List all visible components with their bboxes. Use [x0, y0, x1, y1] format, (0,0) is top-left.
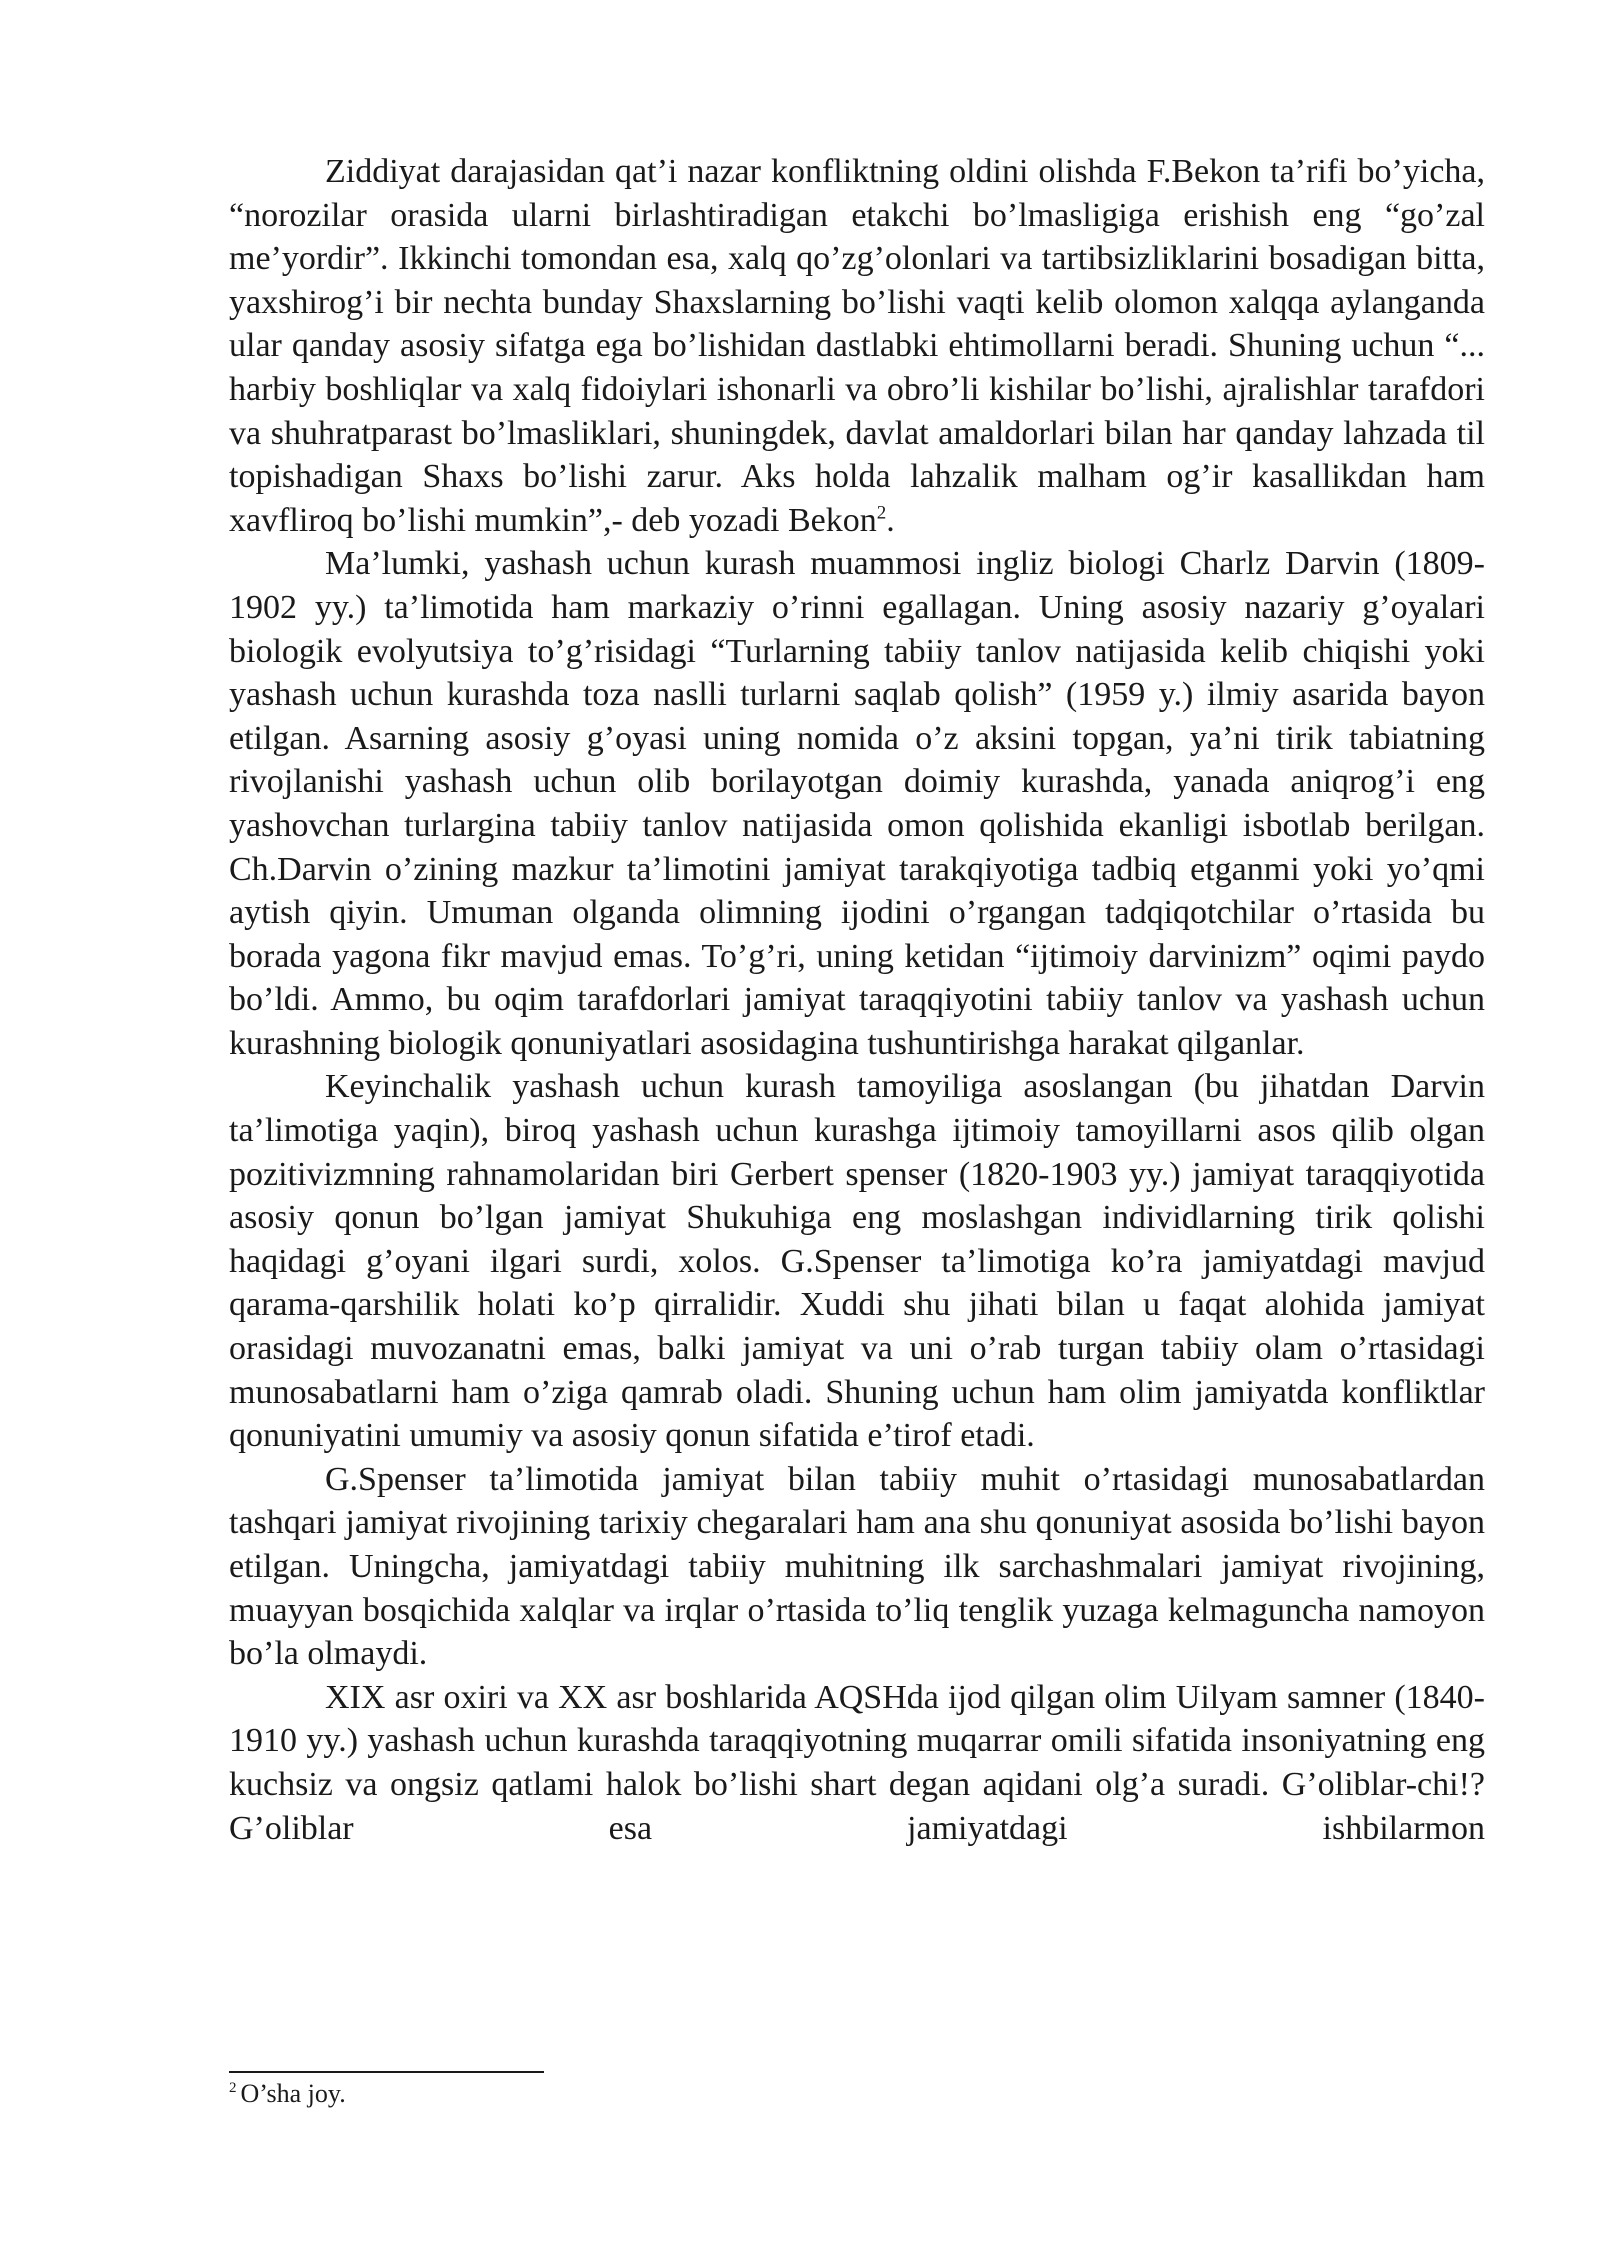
- paragraph-text: G.Spenser ta’limotida jamiyat bilan tabiiy muhit o’rtasidagi munosabatlardan tashqari jamiyat rivojining tarixiy chegaralari ham ana shu qonuniyat asosida bo’lishi bayon etilgan. Uningcha, jamiyatdagi tabiiy muhitning ilk sarchashmalari jamiyat rivojining, muayyan bosqichida xalqlar va irqlar o’rtasida to’liq tenglik yuzaga kelmaguncha namoyon bo’la olmaydi.: [229, 1460, 1485, 1673]
- document-body: [229, 150, 1485, 1850]
- paragraph-text: Keyinchalik yashash uchun kurash tamoyiliga asoslangan (bu jihatdan Darvin ta’limotiga yaqin), biroq yashash uchun kurashga ijtimoiy tamoyillarni asos qilib olgan pozitivizmning rahnamolaridan biri Gerbert spenser (1820-1903 yy.) jamiyat taraqqiyotida asosiy qonun bo’lgan jamiyat Shukuhiga eng moslashgan individlarning tirik qolishi haqidagi g’oyani ilgari surdi, xolos. G.Spenser ta’limotiga ko’ra jamiyatdagi mavjud qarama-qarshilik holati ko’p qirralidir. Xuddi shu jihati bilan u faqat alohida jamiyat orasidagi muvozanatni emas, balki jamiyat va uni o’rab turgan tabiiy olam o’rtasidagi munosabatlarni ham o’ziga qamrab oladi. Shuning uchun ham olim jamiyatda konfliktlar qonuniyatini umumiy va asosiy qonun sifatida e’tirof etadi.: [229, 1068, 1485, 1455]
- footnote: [229, 2078, 346, 2110]
- footnote-reference[interactable]: 2: [876, 502, 887, 524]
- footnote-number: 2: [229, 2080, 237, 2097]
- paragraph-text: Ziddiyat darajasidan qat’i nazar konfliktning oldini olishda F.Bekon ta’rifi bo’yicha, “norozilar orasida ularni birlashtiradigan etakchi bo’lmasligiga erishish eng “go’zal me’yordir”. Ikkinchi tomondan esa, xalq qo’zg’olonlari va tartibsizliklarini bosadigan bitta, yaxshirog’i bir nechta bunday Shaxslarning bo’lishi vaqti kelib olomon xalqqa aylanganda ular qanday asosiy sifatga ega bo’lishidan dastlabki ehtimollarni beradi. Shuning uchun “... harbiy boshliqlar va xalq fidoiylari ishonarli va obro’li kishilar bo’lishi, ajralishlar tarafdori va shuhratparast bo’lmasliklari, shuningdek, davlat amaldorlari bilan har qanday lahzada til topishadigan Shaxs bo’lishi zarur. Aks holda lahzalik malham og’ir kasallikdan ham xavfliroq bo’lishi mumkin”,- deb yozadi Bekon: [229, 153, 1485, 539]
- paragraph-tail: .: [886, 501, 895, 539]
- paragraph-samner: [229, 1676, 1485, 1850]
- footnote-separator: [229, 2071, 544, 2073]
- paragraph-darvin: [229, 542, 1485, 1065]
- paragraph-bekon: [229, 150, 1485, 542]
- paragraph-text: Ma’lumki, yashash uchun kurash muammosi ingliz biologi Charlz Darvin (1809-1902 yy.) ta’limotida ham markaziy o’rinni egallagan. Uning asosiy nazariy g’oyalari biologik evolyutsiya to’g’risidagi “Turlarning tabiiy tanlov natijasida kelib chiqishi yoki yashash uchun kurashda toza naslli turlarni saqlab qolish” (1959 y.) ilmiy asarida bayon etilgan. Asarning asosiy g’oyasi uning nomida o’z aksini topgan, ya’ni tirik tabiatning rivojlanishi yashash uchun olib borilayotgan doimiy kurashda, yanada aniqrog’i eng yashovchan turlargina tabiiy tanlov natijasida omon qolishida ekanligi isbotlab berilgan. Ch.Darvin o’zining mazkur ta’limotini jamiyat tarakqiyotiga tadbiq etganmi yoki yo’qmi aytish qiyin. Umuman olganda olimning ijodini o’rgangan tadqiqotchilar o’rtasida bu borada yagona fikr mavjud emas. To’g’ri, uning ketidan “ijtimoiy darvinizm” oqimi paydo bo’ldi. Ammo, bu oqim tarafdorlari jamiyat taraqqiyotini tabiiy tanlov va yashash uchun kurashning biologik qonuniyatlari asosidagina tushuntirishga harakat qilganlar.: [229, 545, 1485, 1062]
- paragraph-spenser: [229, 1065, 1485, 1457]
- footnote-text: O’sha joy.: [240, 2079, 346, 2108]
- paragraph-spenser-teaching: [229, 1458, 1485, 1676]
- paragraph-text: XIX asr oxiri va XX asr boshlarida AQSHda ijod qilgan olim Uilyam samner (1840-1910 yy.) yashash uchun kurashda taraqqiyotning muqarrar omili sifatida insoniyatning eng kuchsiz va ongsiz qatlami halok bo’lishi shart degan aqidani olg’a suradi. G’oliblar-chi!? G’oliblar esa jamiyatdagi ishbilarmon: [229, 1678, 1485, 1847]
